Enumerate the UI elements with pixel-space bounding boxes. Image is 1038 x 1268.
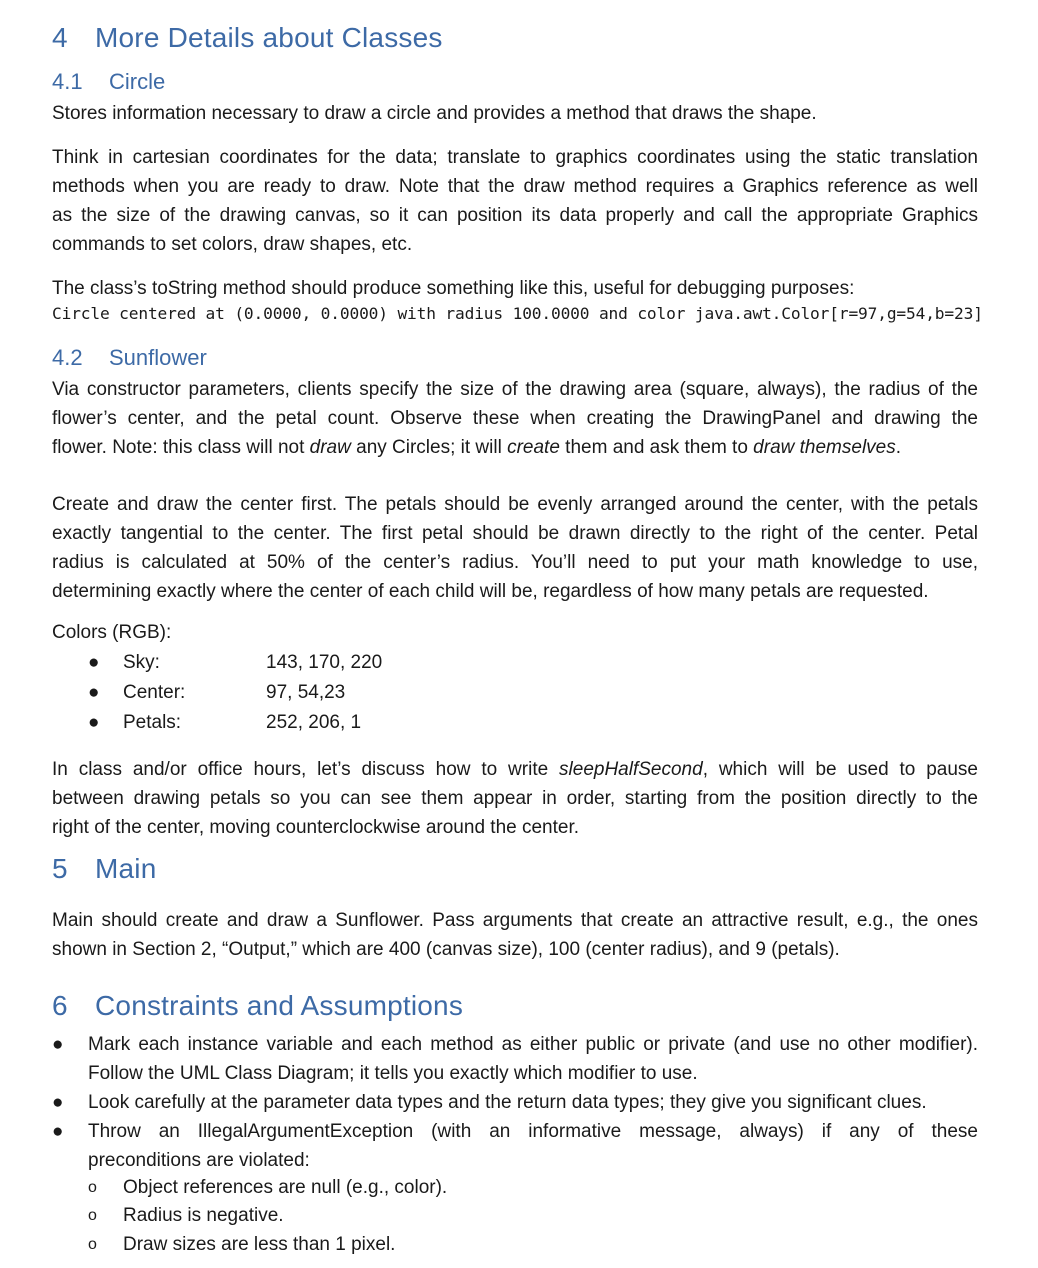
- constraints-list: [52, 1030, 978, 1175]
- paragraph-sleep-half-second: [52, 755, 978, 842]
- text-run: them and ask them to: [559, 437, 754, 458]
- text-line: Main should create and draw a Sunflower. Pass arguments that create an attractive result, e.g., the ones: [52, 910, 978, 931]
- color-label: Center:: [123, 682, 186, 703]
- sub-list-item-text: Radius is negative.: [123, 1205, 284, 1226]
- list-item: [52, 1030, 978, 1088]
- color-value: 143, 170, 220: [266, 652, 383, 673]
- paragraph-sunflower-petals: [52, 490, 978, 606]
- bullet-icon: ●: [88, 652, 100, 673]
- text-line: between drawing petals so you can see them appear in order, starting from the position directly to the: [52, 788, 978, 809]
- sub-list-item-text: Draw sizes are less than 1 pixel.: [123, 1234, 396, 1255]
- text-line: [52, 755, 978, 784]
- bullet-icon: ●: [88, 682, 100, 703]
- circle-bullet-icon: o: [88, 1236, 97, 1253]
- text-line: radius is calculated at 50% of the center’s radius. You’ll need to put your math knowledge to use,: [52, 552, 978, 573]
- list-item-text: [88, 1030, 978, 1088]
- circle-bullet-icon: o: [88, 1207, 97, 1224]
- text-line: preconditions are violated:: [88, 1150, 310, 1171]
- text-line: exactly tangential to the center. The first petal should be drawn directly to the right of the center. Petal: [52, 523, 978, 544]
- text-line: The class’s toString method should produce something like this, useful for debugging purposes:: [52, 278, 855, 299]
- section-number: 4: [52, 22, 68, 53]
- emphasis: draw themselves: [753, 437, 896, 458]
- text-line: Think in cartesian coordinates for the data; translate to graphics coordinates using the static translation: [52, 147, 978, 168]
- text-line: determining exactly where the center of each child will be, regardless of how many petals are requested.: [52, 581, 929, 602]
- paragraph-sunflower-constructor: [52, 375, 978, 462]
- text-run: , which will be used to pause: [702, 759, 978, 780]
- text-run: any Circles; it will: [350, 437, 508, 458]
- list-item: [52, 1088, 978, 1117]
- text-run: .: [895, 437, 902, 458]
- text-line: Create and draw the center first. The petals should be evenly arranged around the center, with the petals: [52, 494, 978, 515]
- text-line: Follow the UML Class Diagram; it tells you exactly which modifier to use.: [88, 1063, 698, 1084]
- section-heading-5: [52, 853, 157, 885]
- emphasis: create: [507, 437, 560, 458]
- code-sample: Circle centered at (0.0000, 0.0000) with radius 100.0000 and color java.awt.Color[r=97,g=54,b=23]: [52, 304, 983, 323]
- text-line: Throw an IllegalArgumentException (with an informative message, always) if any of these: [88, 1121, 978, 1142]
- text-line: Look carefully at the parameter data types and the return data types; they give you significant clues.: [88, 1092, 927, 1113]
- colors-heading: Colors (RGB):: [52, 622, 172, 643]
- color-label: Sky:: [123, 652, 160, 673]
- paragraph-main: [52, 906, 978, 964]
- section-number: 6: [52, 990, 68, 1021]
- emphasis: draw: [309, 437, 351, 458]
- emphasis: sleepHalfSecond: [559, 759, 703, 780]
- subsection-heading-4-2: [52, 345, 207, 371]
- bullet-icon: ●: [52, 1092, 64, 1113]
- text-line: [52, 433, 978, 462]
- paragraph-circle-coordinates: [52, 143, 978, 259]
- bullet-icon: ●: [88, 712, 100, 733]
- subsection-heading-4-1: [52, 69, 165, 95]
- text-line: Mark each instance variable and each method as either public or private (and use no other modifier).: [88, 1034, 978, 1055]
- text-run: In class and/or office hours, let’s discuss how to write: [52, 759, 560, 780]
- list-item-text: [88, 1117, 978, 1175]
- paragraph-circle-tostring: [52, 274, 978, 303]
- list-item-text: [88, 1088, 978, 1117]
- section-heading-6: [52, 990, 463, 1022]
- bullet-icon: ●: [52, 1034, 64, 1055]
- color-label: Petals:: [123, 712, 182, 733]
- section-title: More Details about Classes: [95, 22, 443, 53]
- text-line: shown in Section 2, “Output,” which are 400 (canvas size), 100 (center radius), and 9 (petals).: [52, 939, 840, 960]
- circle-bullet-icon: o: [88, 1179, 97, 1196]
- color-value: 252, 206, 1: [266, 712, 362, 733]
- text-line: right of the center, moving counterclockwise around the center.: [52, 817, 580, 838]
- subsection-number: 4.1: [52, 69, 83, 94]
- text-line: as the size of the drawing canvas, so it can position its data properly and call the appropriate Graphics: [52, 205, 978, 226]
- text-line: Stores information necessary to draw a circle and provides a method that draws the shape.: [52, 103, 817, 124]
- subsection-title: Sunflower: [109, 345, 207, 370]
- text-line: flower’s center, and the petal count. Observe these when creating the DrawingPanel and drawing the: [52, 408, 978, 429]
- paragraph-circle-intro: [52, 99, 978, 128]
- subsection-number: 4.2: [52, 345, 83, 370]
- section-title: Main: [95, 853, 157, 884]
- section-heading-4: [52, 22, 443, 54]
- bullet-icon: ●: [52, 1121, 64, 1142]
- text-run: flower. Note: this class will not: [52, 437, 310, 458]
- section-title: Constraints and Assumptions: [95, 990, 464, 1021]
- text-line: Via constructor parameters, clients specify the size of the drawing area (square, always), the radius of the: [52, 379, 978, 400]
- section-number: 5: [52, 853, 68, 884]
- text-line: methods when you are ready to draw. Note that the draw method requires a Graphics reference as well: [52, 176, 978, 197]
- text-line: commands to set colors, draw shapes, etc.: [52, 234, 413, 255]
- sub-list-item-text: Object references are null (e.g., color).: [123, 1177, 448, 1198]
- color-value: 97, 54,23: [266, 682, 346, 703]
- subsection-title: Circle: [109, 69, 166, 94]
- list-item: [52, 1117, 978, 1175]
